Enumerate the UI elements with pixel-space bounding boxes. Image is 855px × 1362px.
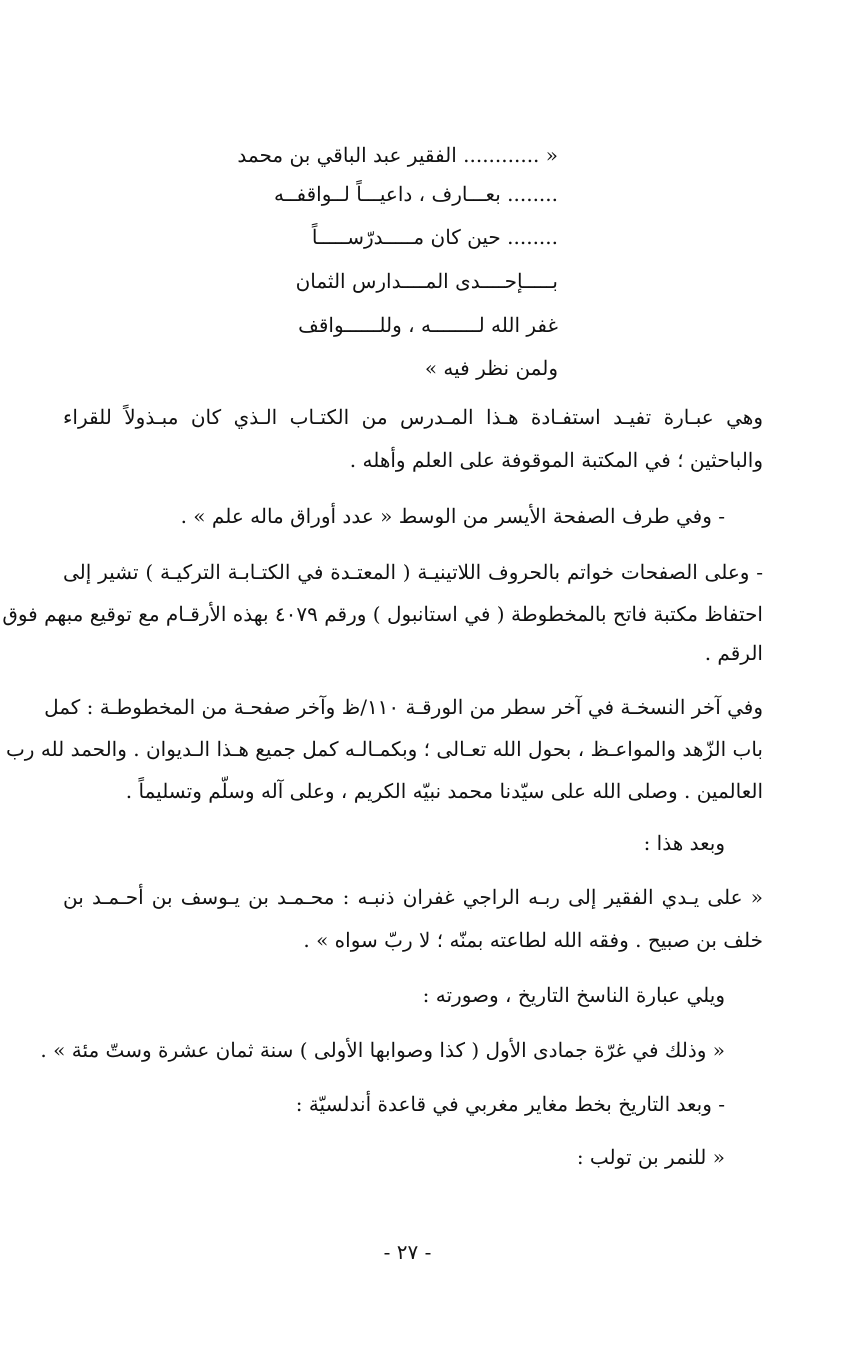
paragraph-line: والباحثين ؛ في المكتبة الموقوفة على العلم وأهله . bbox=[349, 448, 763, 472]
page-number: - ٢٧ - bbox=[383, 1240, 432, 1264]
verse-line: بـــــإحــــدى المــــدارس الثمان bbox=[295, 269, 558, 293]
verse-line: « ............ الفقير عبد الباقي بن محمد bbox=[237, 143, 558, 167]
paragraph-line: « للنمر بن تولب : bbox=[576, 1145, 725, 1169]
verse-line: ........ بعـــارف ، داعيـــاً لــواقفــه bbox=[274, 182, 558, 206]
paragraph-line: احتفاظ مكتبة فاتح بالمخطوطة ( في استانبول ) ورقم ٤٠٧٩ بهذه الأرقـام مع توقيع مبهم فوق bbox=[2, 602, 763, 626]
paragraph-line: - وبعد التاريخ بخط مغاير مغربي في قاعدة أندلسيّة : bbox=[295, 1092, 725, 1116]
paragraph-line: وفي آخر النسخـة في آخر سطر من الورقـة ١١٠/ظ وآخر صفحـة من المخطوطـة : كمل bbox=[44, 695, 763, 719]
paragraph-line: العالمين . وصلى الله على سيّدنا محمد نبيّه الكريم ، وعلى آله وسلّم وتسليماً . bbox=[125, 779, 763, 803]
verse-line: غفر الله لــــــــه ، وللــــــواقف bbox=[298, 313, 558, 337]
paragraph-line: - وعلى الصفحات خواتم بالحروف اللاتينيـة ( المعتـدة في الكتـابـة التركيـة ) تشير إلى bbox=[63, 560, 763, 584]
paragraph-line: وبعد هذا : bbox=[643, 831, 725, 855]
paragraph-line: « على يـدي الفقير إلى ربـه الراجي غفران ذنبـه : محـمـد بن يـوسف بن أحـمـد بن bbox=[63, 885, 763, 909]
paragraph-line: الرقم . bbox=[704, 641, 763, 665]
verse-line: ولمن نظر فيه » bbox=[424, 356, 558, 380]
paragraph-line: ويلي عبارة الناسخ التاريخ ، وصورته : bbox=[422, 983, 725, 1007]
paragraph-line: « وذلك في غرّة جمادى الأول ( كذا وصوابها الأولى ) سنة ثمان عشرة وستّ مئة » . bbox=[40, 1038, 725, 1062]
paragraph-line: وهي عبـارة تفيـد استفـادة هـذا المـدرس من الكتـاب الـذي كان مبـذولاً للقراء bbox=[63, 405, 763, 429]
paragraph-line: خلف بن صبيح . وفقه الله لطاعته بمنّه ؛ لا ربّ سواه » . bbox=[303, 928, 763, 952]
paragraph-line: - وفي طرف الصفحة الأيسر من الوسط « عدد أوراق ماله علم » . bbox=[180, 504, 725, 528]
verse-line: ........ حين كان مـــــدرّســـــاً bbox=[311, 225, 558, 249]
paragraph-line: باب الزّهد والمواعـظ ، بحول الله تعـالى ؛ وبكمـالـه كمل جميع هـذا الـديوان . والحمد لله رب bbox=[5, 737, 763, 761]
